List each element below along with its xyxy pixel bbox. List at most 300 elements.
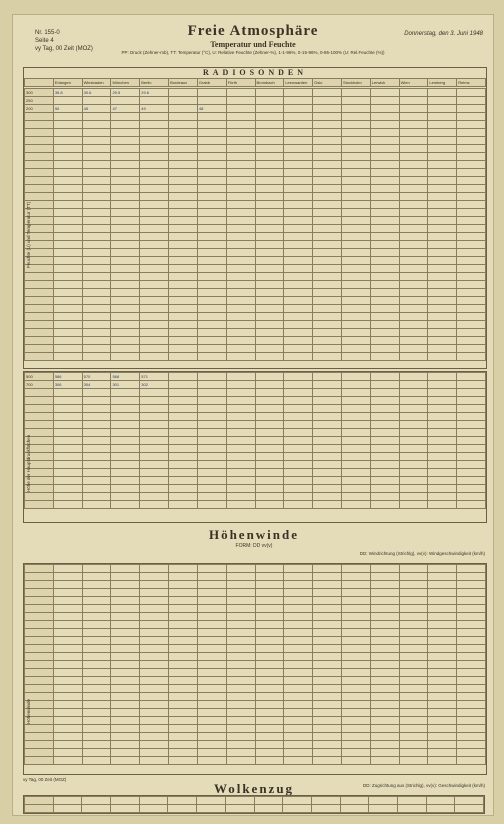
table-cell [370, 637, 399, 645]
table-cell [226, 661, 255, 669]
table-cell [197, 289, 226, 297]
table-cell [140, 749, 169, 757]
table-cell [399, 89, 428, 97]
table-cell [82, 581, 111, 589]
table-cell [53, 669, 82, 677]
table-cell [284, 145, 313, 153]
table-cell [197, 413, 226, 421]
table-row [25, 209, 486, 217]
hoehenwinde-header [23, 527, 485, 567]
table-cell [255, 129, 284, 137]
table-cell [82, 153, 111, 161]
table-cell [341, 249, 370, 257]
table-cell [226, 373, 255, 381]
table-cell [169, 389, 198, 397]
table-cell [369, 805, 398, 813]
table-cell [82, 701, 111, 709]
table-cell [341, 209, 370, 217]
table-cell [53, 637, 82, 645]
table-cell: 301 [111, 381, 140, 389]
table-cell [197, 645, 226, 653]
table-cell [457, 353, 486, 361]
table-cell [255, 469, 284, 477]
table-cell [169, 337, 198, 345]
table-cell [457, 273, 486, 281]
table-cell [313, 137, 342, 145]
table-cell [255, 297, 284, 305]
table-cell [283, 797, 312, 805]
table-cell [139, 797, 168, 805]
table-cell [140, 121, 169, 129]
row-label [25, 161, 54, 169]
table-cell [370, 265, 399, 273]
table-cell [370, 685, 399, 693]
table-cell [111, 453, 140, 461]
table-cell [313, 273, 342, 281]
table-cell [226, 501, 255, 509]
table-cell [255, 389, 284, 397]
table-cell [313, 217, 342, 225]
table-cell [197, 129, 226, 137]
table-cell [169, 589, 198, 597]
table-cell [111, 749, 140, 757]
table-cell [111, 337, 140, 345]
table-cell [140, 733, 169, 741]
table-cell [255, 629, 284, 637]
table-cell [82, 805, 111, 813]
table-cell [82, 757, 111, 765]
table-cell [284, 257, 313, 265]
table-cell [197, 741, 226, 749]
table-cell [53, 437, 82, 445]
table-cell [428, 381, 457, 389]
table-cell [169, 193, 198, 201]
table-cell [341, 725, 370, 733]
table-cell [370, 137, 399, 145]
table-cell [140, 677, 169, 685]
table-cell [169, 145, 198, 153]
table-cell [457, 581, 486, 589]
table-row [25, 321, 486, 329]
table-cell [313, 741, 342, 749]
table-cell [226, 653, 255, 661]
table-cell [255, 477, 284, 485]
table-cell [399, 413, 428, 421]
table-cell [341, 501, 370, 509]
table-cell [197, 685, 226, 693]
table-cell [255, 105, 284, 113]
wolkenzug-title: Wolkenzug [213, 781, 295, 796]
row-label [25, 129, 54, 137]
table-cell [255, 645, 284, 653]
table-cell [284, 381, 313, 389]
table-cell [140, 397, 169, 405]
table-cell [255, 177, 284, 185]
table-cell [226, 313, 255, 321]
table-cell [284, 437, 313, 445]
table-cell [226, 241, 255, 249]
table-cell [53, 805, 82, 813]
table-cell: 306 [53, 381, 82, 389]
table-row [25, 405, 486, 413]
station-name: Stockholm [341, 79, 370, 87]
table-cell [226, 461, 255, 469]
table-cell [53, 709, 82, 717]
table-cell [53, 565, 82, 573]
table-cell [140, 321, 169, 329]
table-cell [169, 233, 198, 241]
radiosonden-section [23, 67, 487, 369]
table-cell [111, 129, 140, 137]
table-cell [313, 329, 342, 337]
row-label [25, 153, 54, 161]
table-cell [53, 185, 82, 193]
table-cell [284, 645, 313, 653]
table-cell [169, 381, 198, 389]
table-cell [82, 209, 111, 217]
table-cell [457, 105, 486, 113]
table-cell [111, 717, 140, 725]
table-cell [197, 337, 226, 345]
table-cell [111, 597, 140, 605]
table-cell [370, 297, 399, 305]
table-cell [226, 397, 255, 405]
table-cell [255, 161, 284, 169]
time-label: vy Tag, 00 Zeit (MOZ) [35, 46, 93, 52]
table-cell [399, 701, 428, 709]
heights-grid [24, 372, 486, 509]
row-label [25, 345, 54, 353]
table-cell [255, 329, 284, 337]
table-cell [226, 177, 255, 185]
table-cell [140, 241, 169, 249]
table-cell [169, 273, 198, 281]
station-name: Wiesbaden [82, 79, 111, 87]
table-cell [53, 469, 82, 477]
table-row [25, 645, 486, 653]
row-label [25, 669, 54, 677]
table-cell [341, 185, 370, 193]
table-cell [341, 201, 370, 209]
row-label [25, 305, 54, 313]
table-cell [140, 613, 169, 621]
table-cell: 302 [140, 381, 169, 389]
row-label [25, 113, 54, 121]
table-cell [313, 757, 342, 765]
table-cell [341, 257, 370, 265]
table-cell [399, 501, 428, 509]
table-cell [255, 741, 284, 749]
table-cell [53, 329, 82, 337]
table-cell [255, 145, 284, 153]
table-cell [399, 273, 428, 281]
table-cell [140, 405, 169, 413]
table-cell [111, 169, 140, 177]
table-cell [197, 597, 226, 605]
table-cell [53, 225, 82, 233]
table-cell [255, 421, 284, 429]
table-cell [399, 757, 428, 765]
table-cell [457, 313, 486, 321]
table-cell [313, 669, 342, 677]
table-cell [341, 485, 370, 493]
table-cell [457, 749, 486, 757]
table-row [25, 337, 486, 345]
table-row [25, 289, 486, 297]
table-cell [428, 485, 457, 493]
table-cell [284, 89, 313, 97]
table-cell [284, 581, 313, 589]
table-cell [226, 725, 255, 733]
table-cell [169, 717, 198, 725]
table-row [25, 305, 486, 313]
table-cell [53, 97, 82, 105]
table-cell [255, 217, 284, 225]
table-cell [428, 373, 457, 381]
table-cell [140, 153, 169, 161]
table-cell [226, 453, 255, 461]
table-cell [197, 89, 226, 97]
table-cell [341, 161, 370, 169]
table-cell [226, 161, 255, 169]
station-header-row [24, 78, 486, 87]
row-label [25, 169, 54, 177]
table-cell [399, 389, 428, 397]
table-cell [284, 597, 313, 605]
table-cell [140, 233, 169, 241]
table-cell [341, 177, 370, 185]
table-cell [82, 281, 111, 289]
table-cell [311, 805, 340, 813]
table-cell [341, 153, 370, 161]
table-cell [457, 177, 486, 185]
table-cell [370, 233, 399, 241]
table-row [25, 201, 486, 209]
table-cell [53, 421, 82, 429]
table-cell [284, 485, 313, 493]
table-cell [370, 501, 399, 509]
table-cell [255, 337, 284, 345]
table-cell [284, 233, 313, 241]
table-cell [255, 121, 284, 129]
table-cell [197, 493, 226, 501]
table-cell [53, 445, 82, 453]
station-name: Leeuwarden [284, 79, 313, 87]
table-cell [255, 413, 284, 421]
table-cell [169, 201, 198, 209]
table-cell: 571 [140, 373, 169, 381]
page-subtitle: Temperatur und Feuchte [210, 40, 296, 49]
table-cell [370, 161, 399, 169]
table-cell [428, 241, 457, 249]
table-cell [111, 289, 140, 297]
table-cell [226, 113, 255, 121]
table-cell [197, 709, 226, 717]
row-label [25, 501, 54, 509]
table-cell [226, 413, 255, 421]
table-cell [428, 297, 457, 305]
table-cell [197, 573, 226, 581]
row-label [25, 389, 54, 397]
table-row [25, 265, 486, 273]
table-cell [457, 97, 486, 105]
table-cell: 50 [53, 105, 82, 113]
table-cell [226, 249, 255, 257]
table-cell [313, 685, 342, 693]
table-cell [428, 161, 457, 169]
table-cell [82, 477, 111, 485]
table-cell [428, 193, 457, 201]
table-cell [457, 137, 486, 145]
table-cell [428, 701, 457, 709]
table-cell [313, 153, 342, 161]
table-cell [82, 749, 111, 757]
table-cell [341, 469, 370, 477]
table-cell [341, 233, 370, 241]
table-cell [399, 461, 428, 469]
table-cell [313, 405, 342, 413]
table-cell [428, 741, 457, 749]
table-cell [111, 501, 140, 509]
table-cell [399, 477, 428, 485]
table-cell [111, 413, 140, 421]
table-cell [226, 97, 255, 105]
table-cell [197, 297, 226, 305]
table-cell [82, 717, 111, 725]
table-cell [370, 629, 399, 637]
table-cell [140, 589, 169, 597]
table-cell [313, 169, 342, 177]
table-cell [197, 321, 226, 329]
report-date: Donnerstag, den 3. Juni 1948 [404, 31, 483, 37]
table-cell [140, 629, 169, 637]
table-cell [457, 217, 486, 225]
table-cell [370, 249, 399, 257]
page-label: Seite 4 [35, 38, 54, 44]
table-cell [169, 161, 198, 169]
table-cell [197, 605, 226, 613]
table-cell [284, 137, 313, 145]
table-cell [255, 597, 284, 605]
table-cell [255, 725, 284, 733]
table-cell [255, 605, 284, 613]
table-cell [313, 337, 342, 345]
table-cell [341, 313, 370, 321]
station-name: Bordeaux [169, 79, 198, 87]
table-cell [428, 653, 457, 661]
table-cell [457, 677, 486, 685]
table-cell [457, 121, 486, 129]
table-cell [428, 597, 457, 605]
table-cell [169, 653, 198, 661]
table-cell [53, 217, 82, 225]
table-cell [399, 469, 428, 477]
table-cell [399, 669, 428, 677]
hoehenwinde-grid [24, 564, 486, 765]
table-cell [169, 565, 198, 573]
report-header [13, 15, 493, 75]
table-cell [399, 581, 428, 589]
table-cell [82, 597, 111, 605]
table-cell [140, 273, 169, 281]
table-cell [111, 185, 140, 193]
table-cell [399, 145, 428, 153]
row-label [25, 121, 54, 129]
table-cell [82, 421, 111, 429]
table-cell [341, 405, 370, 413]
table-cell [225, 805, 254, 813]
table-cell [255, 313, 284, 321]
row-label [25, 653, 54, 661]
table-cell [169, 733, 198, 741]
table-cell [82, 257, 111, 265]
table-cell [53, 397, 82, 405]
table-cell [197, 693, 226, 701]
table-cell [255, 493, 284, 501]
table-cell [284, 741, 313, 749]
table-cell [457, 89, 486, 97]
table-row [25, 297, 486, 305]
table-cell [341, 733, 370, 741]
table-cell [370, 597, 399, 605]
table-cell [399, 373, 428, 381]
table-cell [255, 353, 284, 361]
table-cell: 304 [82, 381, 111, 389]
table-row [25, 429, 486, 437]
table-cell [399, 677, 428, 685]
table-cell [426, 797, 455, 805]
table-cell [313, 305, 342, 313]
table-cell [82, 193, 111, 201]
table-cell [399, 129, 428, 137]
table-cell [370, 469, 399, 477]
table-cell [370, 573, 399, 581]
table-cell [53, 353, 82, 361]
table-cell [399, 661, 428, 669]
table-cell [399, 493, 428, 501]
table-cell [53, 653, 82, 661]
table-cell [284, 661, 313, 669]
table-cell [341, 589, 370, 597]
table-cell [428, 153, 457, 161]
table-cell [457, 669, 486, 677]
table-cell [428, 637, 457, 645]
table-cell [313, 709, 342, 717]
table-cell [53, 297, 82, 305]
row-label [25, 621, 54, 629]
table-cell [111, 685, 140, 693]
table-cell [428, 353, 457, 361]
table-cell [169, 321, 198, 329]
table-cell [457, 717, 486, 725]
table-cell [53, 145, 82, 153]
table-cell [255, 345, 284, 353]
table-row [25, 573, 486, 581]
table-cell [313, 725, 342, 733]
table-cell [313, 389, 342, 397]
table-cell [197, 313, 226, 321]
table-cell [457, 741, 486, 749]
table-row [25, 589, 486, 597]
table-cell [140, 701, 169, 709]
table-cell [169, 345, 198, 353]
table-cell [284, 413, 313, 421]
table-cell [341, 105, 370, 113]
table-cell [428, 209, 457, 217]
table-row [25, 469, 486, 477]
table-cell [226, 329, 255, 337]
table-cell [370, 321, 399, 329]
